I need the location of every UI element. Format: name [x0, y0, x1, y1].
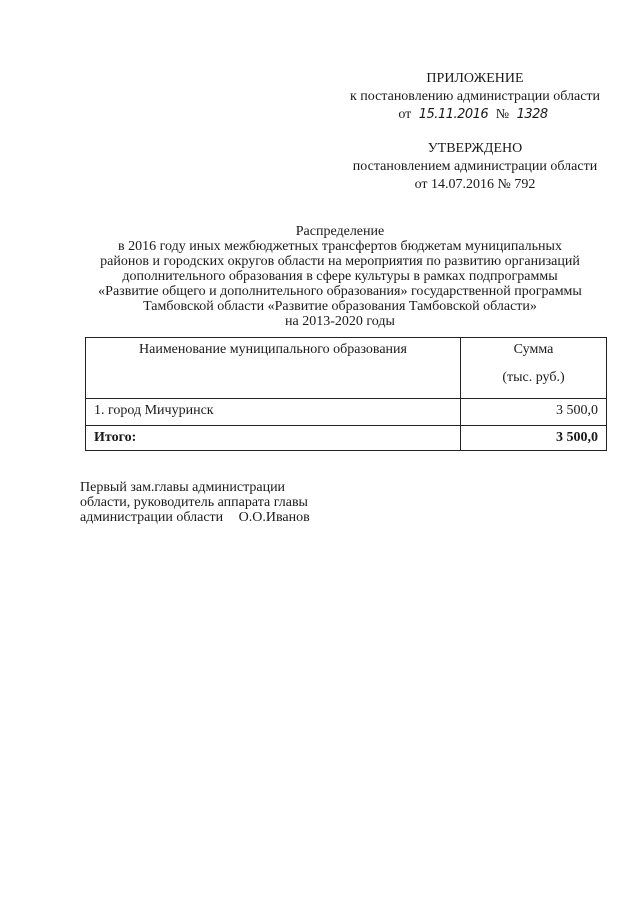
total-label: Итого:	[86, 426, 461, 451]
heading-line6: Тамбовской области «Развитие образования Тамбовской области»	[143, 299, 537, 314]
approved-title: УТВЕРЖДЕНО	[427, 141, 523, 156]
row-name: 1. город Мичуринск	[86, 399, 461, 426]
appendix-block	[330, 70, 620, 124]
heading-line2: в 2016 году иных межбюджетных трансфертов бюджетам муниципальных	[118, 239, 562, 254]
signatory-name: О.О.Иванов	[238, 510, 310, 525]
total-sum: 3 500,0	[461, 426, 607, 451]
column-header-sum	[461, 338, 607, 399]
total-row	[86, 426, 607, 451]
signature-block	[80, 480, 380, 525]
approved-block	[330, 140, 620, 194]
row-sum: 3 500,0	[461, 399, 607, 426]
appendix-date-line	[330, 106, 620, 124]
appendix-subtitle: к постановлению администрации области	[349, 89, 601, 104]
heading-line4: дополнительного образования в сфере культуры в рамках подпрограммы	[122, 269, 558, 284]
distribution-heading	[80, 224, 600, 329]
signature-line2: области, руководитель аппарата главы	[80, 495, 308, 510]
table-row	[86, 399, 607, 426]
signature-line3-text: администрации области	[80, 510, 224, 525]
signature-line1: Первый зам.главы администрации	[80, 480, 286, 495]
heading-line7: на 2013-2020 годы	[285, 314, 395, 329]
approved-line2: от 14.07.2016 № 792	[414, 177, 536, 192]
handwritten-date: 15.11.2016	[418, 107, 489, 122]
number-prefix: №	[495, 107, 510, 122]
column-header-name: Наименование муниципального образования	[86, 338, 461, 399]
heading-line5: «Развитие общего и дополнительного образования» государственной программы	[98, 284, 582, 299]
signature-line3	[80, 510, 380, 525]
appendix-title: ПРИЛОЖЕНИЕ	[426, 71, 524, 86]
heading-line1: Распределение	[295, 224, 385, 239]
heading-line3: районов и городских округов области на мероприятия по развитию организаций	[100, 254, 580, 269]
handwritten-number: 1328	[516, 107, 548, 122]
distribution-table	[85, 337, 607, 451]
approved-line1: постановлением администрации области	[352, 159, 598, 174]
table-header-row	[86, 338, 607, 399]
column-header-sum-unit: (тыс. руб.)	[502, 370, 565, 385]
column-header-sum-label: Сумма	[513, 342, 554, 357]
date-prefix: от	[398, 107, 412, 122]
